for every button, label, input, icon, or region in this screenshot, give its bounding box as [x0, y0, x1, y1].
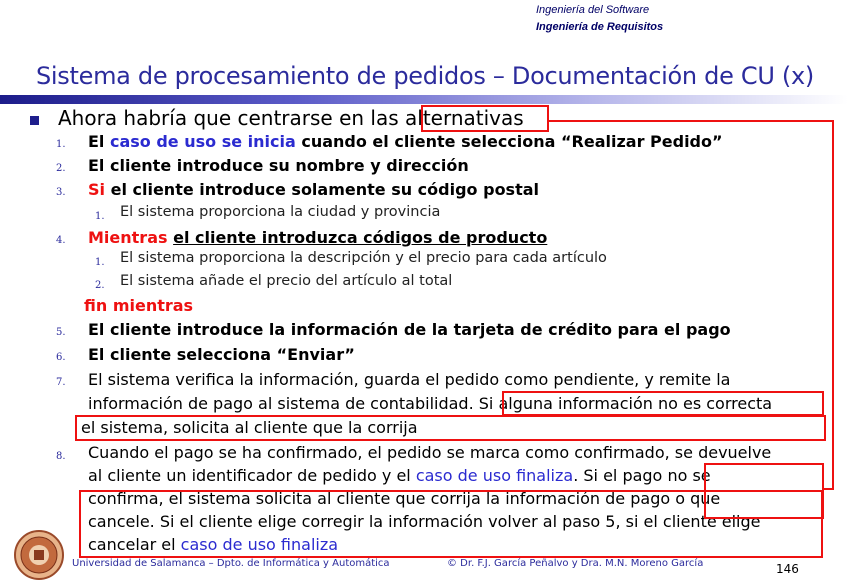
alternative-incorrect-info: Si alguna información no es correcta: [478, 394, 773, 413]
alternativas-highlight-box: [421, 105, 549, 132]
alternative-box-step-7-upper: [502, 391, 824, 416]
keyword-mientras: Mientras: [88, 228, 168, 247]
step-number: 7.: [56, 377, 66, 388]
square-bullet-icon: [30, 116, 39, 125]
step-8-line-4: cancele. Si el cliente elige corregir la información volver al paso 5, si el cliente elige: [88, 512, 761, 531]
use-case-end-phrase: caso de uso finaliza: [180, 535, 339, 554]
step-8-line-5: cancelar el caso de uso finaliza: [88, 535, 339, 554]
step-7-line-1: El sistema verifica la información, guarda el pedido como pendiente, y remite la: [88, 370, 731, 389]
use-case-end-phrase: caso de uso finaliza: [415, 466, 574, 485]
step-4: Mientras el cliente introduzca códigos de producto: [88, 228, 548, 247]
slide-title: Sistema de procesamiento de pedidos – Documentación de CU (x): [36, 62, 814, 90]
footer-authors: © Dr. F.J. García Peñalvo y Dra. M.N. Moreno García: [447, 558, 704, 569]
course-header: [536, 2, 663, 36]
course-name: Ingeniería del Software: [536, 4, 650, 16]
university-seal-icon: [14, 530, 64, 580]
course-topic: Ingeniería de Requisitos: [536, 21, 664, 33]
alternative-box-step-8-lower: [79, 490, 823, 558]
step-3: Si el cliente introduce solamente su código postal: [88, 180, 540, 199]
step-number: 5.: [56, 327, 66, 338]
step-4-2: El sistema añade el precio del artículo al total: [120, 273, 453, 289]
connector-line: [548, 120, 834, 122]
step-6: El cliente selecciona “Enviar”: [88, 345, 355, 364]
step-5: El cliente introduce la información de la tarjeta de crédito para el pago: [88, 320, 731, 339]
step-2: El cliente introduce su nombre y dirección: [88, 156, 469, 175]
step-1: El caso de uso se inicia cuando el cliente selecciona “Realizar Pedido”: [88, 132, 723, 151]
alternativas-word: alternativas: [405, 106, 524, 130]
use-case-start-phrase: caso de uso se inicia: [109, 132, 296, 151]
page-number: 146: [776, 562, 799, 576]
alternative-box-step-7-lower: [75, 415, 826, 441]
step-number: 8.: [56, 451, 66, 462]
footer-institution: Universidad de Salamanca – Dpto. de Informática y Automática: [72, 558, 390, 569]
step-8-line-3: confirma, el sistema solicita al cliente que corrija la información de pago o que: [88, 489, 721, 508]
step-number: 6.: [56, 352, 66, 363]
lead-text: Ahora habría que centrarse en las alternativas: [58, 106, 524, 130]
step-4-1: El sistema proporciona la descripción y el precio para cada artículo: [120, 250, 607, 266]
step-number: 2.: [56, 163, 66, 174]
title-underline-bar: [0, 95, 848, 104]
step-number: 3.: [56, 187, 66, 198]
substep-number: 2.: [95, 280, 105, 291]
step-7-line-2: información de pago al sistema de contabilidad. Si alguna información no es correcta: [88, 394, 773, 413]
substep-number: 1.: [95, 211, 105, 222]
end-loop-keyword: fin mientras: [84, 296, 194, 315]
substep-number: 1.: [95, 257, 105, 268]
keyword-si: Si: [88, 180, 106, 199]
step-7-line-3: el sistema, solicita al cliente que la corrija: [81, 418, 418, 437]
step-3-1: El sistema proporciona la ciudad y provincia: [120, 204, 441, 220]
connector-line: [832, 120, 834, 490]
step-8-line-2: al cliente un identificador de pedido y el caso de uso finaliza. Si el pago no se: [88, 466, 711, 485]
step-number: 4.: [56, 235, 66, 246]
step-number: 1.: [56, 139, 66, 150]
step-8-line-1: Cuando el pago se ha confirmado, el pedido se marca como confirmado, se devuelve: [88, 443, 772, 462]
